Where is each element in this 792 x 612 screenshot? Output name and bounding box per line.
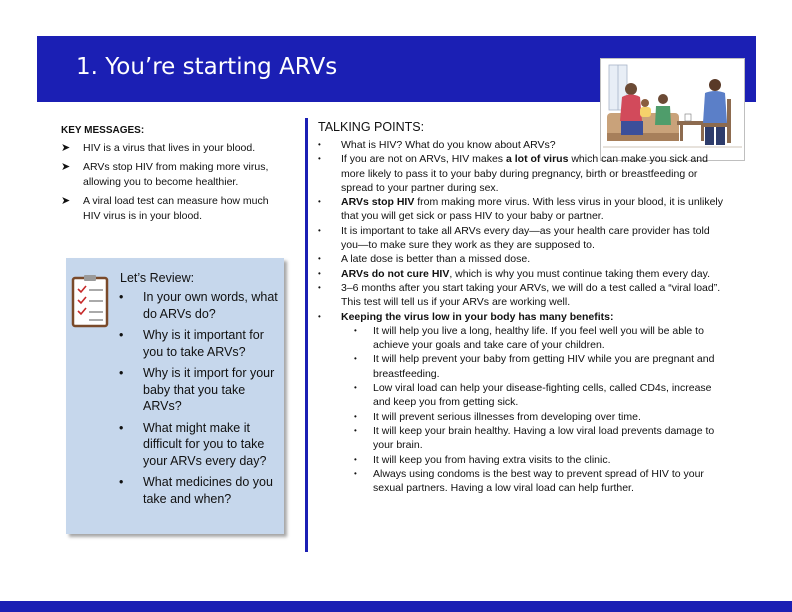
list-item: • It will help prevent your baby from getting HIV while you are pregnant and breastfeeding.	[354, 353, 715, 380]
list-item: • What is HIV? What do you know about ARVs?	[318, 139, 556, 151]
list-item: • What might make it difficult for you to take your ARVs every day?	[119, 420, 267, 468]
review-questions	[118, 289, 282, 512]
talking-points-list	[318, 138, 728, 495]
list-item: • 3–6 months after you start taking your ARVs, we will do a test called a “viral load”. This test will tell us if your ARVs are working well.	[318, 281, 721, 309]
footer-bar	[0, 601, 792, 612]
list-item: • If you are not on ARVs, HIV makes a lot of virus which can make you sick and more likely to pass it to your baby during pregnancy, birth or breastfeeding or spread to your partner during sex.	[318, 153, 708, 194]
checklist-icon	[71, 274, 111, 333]
bullet-icon: •	[354, 468, 357, 478]
bullet-icon: •	[354, 383, 357, 393]
bullet-icon: •	[318, 254, 321, 264]
list-item: • It is important to take all ARVs every day—as your health care provider has told you—to make sure they work as they are supposed to.	[318, 224, 710, 252]
bullet-icon: •	[318, 140, 321, 149]
list-item: ➤ HIV is a virus that lives in your blood.	[61, 141, 271, 157]
bullet-icon: •	[354, 454, 357, 464]
list-item: • It will prevent serious illnesses from developing over time.	[354, 410, 641, 423]
list-item: • Always using condoms is the best way to prevent spread of HIV to your sexual partners. Having a low viral load can help further.	[354, 467, 704, 495]
list-item: • ARVs do not cure HIV, which is why you must continue taking them every day.	[318, 267, 711, 280]
benefits-list	[341, 324, 728, 496]
bullet-icon: •	[318, 311, 321, 321]
list-item: ➤ ARVs stop HIV from making more virus, allowing you to become healthier.	[61, 160, 269, 188]
bullet-icon: •	[318, 282, 321, 292]
list-item: • It will keep you from having extra visits to the clinic.	[354, 453, 611, 466]
key-messages-list	[61, 141, 271, 228]
list-item: • Low viral load can help your disease-fighting cells, called CD4s, increase and keep you from getting sick.	[354, 382, 712, 409]
bullet-icon: •	[119, 420, 124, 435]
arrow-bullet-icon: ➤	[61, 160, 71, 173]
bullet-icon: •	[354, 325, 357, 335]
key-messages-heading: KEY MESSAGES:	[61, 125, 145, 136]
bullet-icon: •	[318, 268, 321, 278]
list-item: • A late dose is better than a missed dose.	[318, 253, 531, 266]
bullet-icon: •	[354, 425, 357, 435]
bullet-icon: •	[119, 475, 124, 489]
list-item: • ARVs stop HIV from making more virus. With less virus in your blood, it is unlikely that you will get sick or pass HIV to your baby or partner.	[318, 196, 724, 223]
list-item: • Keeping the virus low in your body has many benefits: • It will help you live a long, healthy life. If you feel well you will be able to achieve your goals and take care of your children. • It will help prevent your baby from getting HIV while you are pregnant and breastfeeding. • Low viral load can help your disease-fighting cells, called CD4s, increase and keep you from getting sick. • It will prevent serious illnesses from developing over time. • It will keep your brain healthy. Having a low viral load prevents damage to your brain. • It will keep you from having extra visits to the clinic. • Always using condoms is the best way to prevent spread of HIV to your sexual partners. Having a low viral load can help further.	[318, 310, 728, 496]
bullet-icon: •	[354, 354, 357, 364]
list-item: • Why is it important for you to take ARVs?	[119, 328, 264, 359]
list-item: • What medicines do you take and when?	[119, 475, 273, 506]
bullet-icon: •	[318, 154, 321, 164]
page-title: 1. You’re starting ARVs	[76, 54, 338, 80]
talking-points-heading: TALKING POINTS:	[318, 120, 425, 134]
column-divider	[305, 118, 308, 552]
bullet-icon: •	[354, 411, 357, 421]
bullet-icon: •	[119, 366, 124, 380]
bullet-icon: •	[318, 225, 321, 235]
list-item: ➤ A viral load test can measure how much HIV virus is in your blood.	[61, 194, 269, 222]
bullet-icon: •	[119, 328, 124, 342]
list-item: • Why is it import for your baby that you take ARVs?	[119, 366, 275, 413]
bullet-icon: •	[318, 197, 321, 207]
review-heading: Let’s Review:	[120, 271, 195, 285]
list-item: • It will help you live a long, healthy life. If you feel well you will be able to achieve your goals and take care of your children.	[354, 324, 704, 352]
bullet-icon: •	[119, 290, 124, 304]
list-item: • It will keep your brain healthy. Having a low viral load prevents damage to your brain.	[354, 424, 715, 452]
arrow-bullet-icon: ➤	[61, 194, 71, 207]
arrow-bullet-icon: ➤	[61, 142, 71, 154]
list-item: • In your own words, what do ARVs do?	[119, 290, 278, 321]
